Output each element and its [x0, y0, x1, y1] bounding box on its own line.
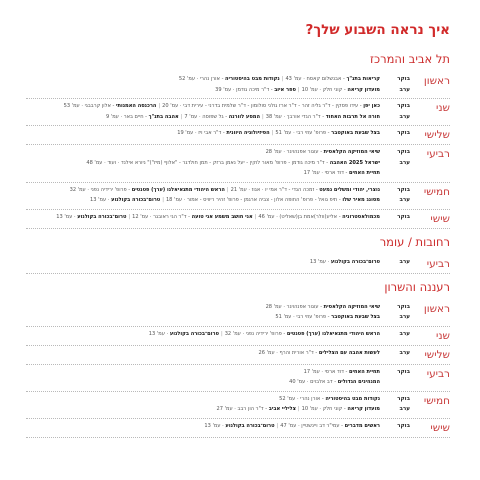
region-section: [26, 52, 450, 229]
day-lines: [26, 128, 410, 139]
event-item[interactable]: [304, 369, 380, 375]
event-name: אני חושב משמע אני טועה: [191, 213, 253, 220]
time-slot-label: ערב: [399, 314, 410, 320]
event-name: המסע לוורנה: [228, 113, 260, 120]
event-detail: - אלון קרבבגי · עמ' 53: [63, 103, 116, 109]
event-item[interactable]: [285, 76, 380, 82]
event-detail: - ד"ר הון רבב · עמ' 27: [216, 406, 269, 412]
day-name: רביעי: [426, 257, 450, 270]
events-list: [26, 85, 380, 96]
events-list: [26, 147, 380, 158]
event-item[interactable]: [266, 304, 380, 310]
day-name: חמישי: [423, 185, 450, 198]
event-item[interactable]: [177, 130, 269, 136]
event-detail: · עמ' 13: [148, 330, 170, 337]
event-separator: |: [162, 197, 164, 203]
events-list: [26, 377, 380, 388]
event-item[interactable]: [275, 130, 380, 136]
time-slot-line: [26, 329, 410, 340]
events-list: [26, 112, 380, 123]
time-slot-line: [26, 168, 410, 179]
day-lines: [26, 421, 410, 432]
event-detail: - אורן נהרי · עמ' 52: [279, 395, 326, 402]
event-detail: - אורן נהרי · עמ' 52: [178, 76, 226, 82]
event-name: תחיית האחים: [349, 170, 380, 176]
day-lines: [26, 302, 410, 323]
region-section: [26, 280, 450, 438]
event-item[interactable]: [56, 214, 126, 220]
time-slot-line: [26, 367, 410, 378]
event-detail: - ד"ר מיכה גודמן - פרופ' מאור לוקין - יעל נאמן ברזק - תמן חולדגר - "אלוף (מיל')" ניורא אילנד · ועוד · עמ' 48: [86, 159, 330, 166]
event-detail: - ד"ר אבי ויז · עמ' 19: [177, 130, 227, 136]
time-slot-line: [26, 394, 410, 405]
day-row: [26, 365, 450, 392]
event-item[interactable]: [279, 396, 380, 402]
event-item[interactable]: [280, 423, 380, 429]
event-detail: - גל שפוסה · עמ' 7: [184, 113, 229, 120]
event-item[interactable]: [302, 406, 380, 412]
time-slot-label: בוקר: [397, 103, 410, 109]
events-list: [26, 128, 380, 139]
events-list: [26, 195, 380, 206]
day-row: [26, 392, 450, 419]
event-name: טרום־בכורה בקולנוע: [169, 330, 219, 337]
day-row: [26, 255, 450, 274]
time-slot-line: [26, 158, 410, 169]
events-list: [26, 394, 380, 405]
time-slot-label: ערב: [399, 159, 410, 166]
day-lines: [26, 147, 410, 179]
day-row: [26, 210, 450, 229]
event-detail: - חיים באר · עמ' 9: [105, 113, 149, 120]
day-name: שלישי: [424, 129, 450, 141]
event-item[interactable]: [266, 149, 380, 155]
event-item[interactable]: [275, 314, 380, 320]
time-slot-label: בוקר: [397, 213, 410, 220]
event-item[interactable]: [304, 170, 380, 176]
event-separator: |: [281, 76, 284, 82]
event-detail: - פרופ' ירידיה נפני · עמ' 32: [69, 186, 132, 193]
sections-container: [26, 52, 450, 438]
time-slot-line: [26, 195, 410, 206]
day-lines: [26, 394, 410, 415]
event-separator: |: [297, 406, 300, 412]
time-slot-line: [26, 312, 410, 323]
event-name: הראש היהודי מתגאיאלנו (ערך) פטנטים: [286, 330, 380, 337]
event-detail: - עמי"ר דב ויינשטיין · עמ' 47: [280, 422, 345, 429]
time-slot-label: בוקר: [397, 395, 410, 402]
day-name: שני: [436, 329, 450, 342]
time-slot-line: [26, 128, 410, 139]
day-row: [26, 327, 450, 346]
page-title: איך נראה השבוע שלך?: [305, 22, 450, 38]
event-detail: - זמכה הגדי - ד"ר אמי יו · אגוז · עמ' 21: [230, 186, 320, 193]
event-detail: - דוד ארסי · עמ' 17: [303, 368, 349, 375]
event-separator: |: [254, 213, 257, 220]
event-name: המנהיגים הגדולים: [337, 379, 380, 385]
event-name: חורה אל תרבות האחוד: [325, 113, 380, 120]
day-name: רביעי: [426, 367, 450, 380]
day-row: [26, 72, 450, 99]
day-row: [26, 126, 450, 145]
event-item[interactable]: [204, 423, 274, 429]
event-name: הפיזיולוגיה היוונית: [226, 130, 270, 136]
event-detail: - ד"ר הגדי אורבך · עמ' 38: [265, 113, 326, 120]
event-separator: |: [276, 422, 279, 429]
events-list: [26, 74, 380, 85]
event-item[interactable]: [132, 214, 253, 220]
day-row: [26, 183, 450, 210]
event-separator: |: [128, 213, 131, 220]
event-detail: - דוד ארסי · עמ' 17: [303, 170, 349, 176]
day-lines: [26, 185, 410, 206]
time-slot-line: [26, 101, 410, 112]
event-separator: |: [220, 330, 223, 337]
event-name: טרום־בכורה בקולנוע: [77, 213, 127, 220]
event-name: מועדון קריאה: [347, 86, 380, 93]
day-row: [26, 419, 450, 438]
day-lines: [26, 367, 410, 388]
region-title: רעננה והשרון: [384, 279, 450, 294]
time-slot-label: בוקר: [397, 76, 410, 82]
event-name: ישראל 2025 האהבה: [329, 159, 380, 166]
day-name: ראשון: [423, 302, 450, 315]
time-slot-label: ערב: [399, 258, 410, 265]
event-name: טרום־בכורה בקולנוע: [330, 258, 380, 265]
event-name: הרכנסה האמנותי: [116, 103, 157, 109]
time-slot-line: [26, 377, 410, 388]
events-list: [26, 367, 380, 378]
time-slot-label: ערב: [399, 86, 410, 93]
time-slot-label: בוקר: [397, 303, 410, 310]
event-detail: - פרופ' עוזי רבי · עמ' 51: [275, 130, 332, 136]
event-item[interactable]: [90, 197, 160, 203]
event-detail: · עמ' 13: [56, 213, 78, 220]
time-slot-line: [26, 302, 410, 313]
event-item[interactable]: [179, 76, 280, 82]
region-title: תל אביב והמרכז: [370, 52, 450, 66]
day-name: ראשון: [423, 75, 450, 87]
day-lines: [26, 101, 410, 122]
event-name: נקודות מבט בהיסטוריה: [325, 395, 380, 402]
time-slot-label: בוקר: [397, 186, 410, 193]
events-list: [26, 348, 380, 359]
day-name: שני: [436, 102, 450, 114]
event-separator: |: [297, 86, 300, 93]
events-list: [26, 257, 380, 268]
event-name: טרום־בכורה בקולנוע: [225, 422, 275, 429]
event-name: בצל שבעת באוקטבר: [331, 130, 380, 136]
events-list: [26, 168, 380, 179]
event-detail: - קוני חלק · עמ' 10: [301, 406, 348, 412]
day-row: [26, 145, 450, 183]
events-list: [26, 404, 380, 415]
events-list: [26, 185, 380, 196]
events-list: [26, 312, 380, 323]
event-name: שיאי המוזיקה הקלאסית: [323, 149, 380, 155]
event-name: שיאי המוזיקה הקלאסית: [323, 303, 380, 310]
event-name: נקודות מבט בהיסטוריה: [225, 76, 280, 82]
event-detail: · עמ' 13: [90, 197, 112, 203]
day-name: שישי: [430, 421, 450, 434]
event-item[interactable]: [215, 87, 296, 93]
time-slot-line: [26, 421, 410, 432]
event-separator: |: [261, 113, 264, 120]
event-item[interactable]: [266, 114, 380, 120]
time-slot-label: ערב: [399, 113, 410, 120]
time-slot-line: [26, 147, 410, 158]
time-slot-line: [26, 85, 410, 96]
event-item[interactable]: [225, 331, 380, 337]
event-name: מכמולאסטרוניה: [342, 213, 380, 220]
region-section: [26, 235, 450, 274]
event-name: אהבה בתנ"ך: [148, 113, 179, 120]
event-detail: - עוגור אפנהויגר · עמ' 28: [265, 149, 324, 155]
time-slot-label: בוקר: [397, 422, 410, 429]
event-item[interactable]: [86, 160, 380, 166]
event-name: נוצרי, יהודי ומשלים נמעט: [319, 186, 380, 193]
time-slot-line: [26, 185, 410, 196]
day-name: שלישי: [424, 348, 450, 361]
event-item[interactable]: [162, 103, 380, 109]
event-detail: - קוני חלק · עמ' 10: [301, 86, 348, 93]
day-name: שישי: [430, 212, 450, 225]
event-name: כאן יפן: [363, 103, 380, 109]
day-lines: [26, 257, 410, 268]
events-list: [26, 101, 380, 112]
event-name: טרום־בכורה בקולנוע: [111, 197, 161, 203]
event-item[interactable]: [302, 87, 380, 93]
event-detail: · עמ' 13: [309, 258, 331, 265]
event-item[interactable]: [217, 406, 296, 412]
event-name: בצל שבעת באוקטבר: [331, 314, 380, 320]
event-item[interactable]: [70, 187, 225, 193]
events-list: [26, 421, 380, 432]
event-name: קריאות בתנ"ך: [346, 76, 380, 82]
time-slot-label: ערב: [399, 349, 410, 356]
events-list: [26, 302, 380, 313]
day-name: רביעי: [426, 148, 450, 160]
event-item[interactable]: [106, 114, 179, 120]
event-detail: - עידו פסקין - ד"ר גליה זהר - ד"ר ארז גולני סולומון - ד"ר שלמית בדרני - עירית דבי · עמ' 20: [162, 103, 364, 109]
event-detail: - ד"ר אורית והרף · עמ' 26: [258, 349, 319, 356]
time-slot-label: ערב: [399, 406, 410, 412]
event-detail: - עוגור אפנהויגר · עמ' 28: [265, 303, 324, 310]
event-detail: - ד"ר מיכה גודמן · עמ' 39: [215, 86, 275, 93]
event-name: לעשות אהבה עם הצלילים: [318, 349, 380, 356]
event-detail: - תיפ גואל - פרופ' החופה אלון - צביה ארגמן - פרופ' זהיר ריוויס - אמור · עמ' 18: [165, 197, 343, 203]
event-detail: - דב אלבוים · עמ' 40: [289, 379, 338, 385]
time-slot-label: בוקר: [397, 368, 410, 375]
day-row: [26, 346, 450, 365]
day-lines: [26, 348, 410, 359]
time-slot-line: [26, 112, 410, 123]
event-item[interactable]: [258, 350, 380, 356]
event-item[interactable]: [231, 187, 380, 193]
event-item[interactable]: [166, 197, 380, 203]
event-name: ראשים מדברים: [344, 422, 380, 429]
event-detail: - ד"ר הגי ראובגר · עמ' 12: [132, 213, 192, 220]
event-detail: - אליע(וולר)אמת בן(שאליט) · עמ' 46: [258, 213, 343, 220]
event-name: מסונג מאיר שלו: [342, 197, 380, 203]
events-list: [26, 329, 380, 340]
event-detail: · עמ' 13: [204, 422, 226, 429]
event-name: ספר איוב: [274, 86, 296, 93]
event-detail: - פרופ' ירידיה נפני · עמ' 32: [224, 330, 287, 337]
time-slot-line: [26, 257, 410, 268]
event-item[interactable]: [149, 331, 219, 337]
time-slot-line: [26, 348, 410, 359]
event-item[interactable]: [64, 103, 157, 109]
events-list: [26, 212, 380, 223]
event-name: הראש היהודי מתגאיאלנו (ערך) פטנטים: [131, 186, 225, 193]
time-slot-label: ערב: [399, 330, 410, 337]
day-row: [26, 99, 450, 126]
event-separator: |: [271, 130, 274, 136]
event-item[interactable]: [184, 114, 260, 120]
events-list: [26, 158, 380, 169]
event-separator: |: [180, 113, 183, 120]
day-lines: [26, 212, 410, 223]
event-item[interactable]: [258, 214, 380, 220]
event-item[interactable]: [310, 259, 380, 265]
day-name: חמישי: [423, 394, 450, 407]
region-title: רחובות / עומר: [379, 234, 450, 249]
time-slot-label: ערב: [399, 197, 410, 203]
event-name: מועדון קריאה: [347, 406, 380, 412]
event-detail: - פרופ' עוזי רבי · עמ' 51: [275, 314, 332, 320]
event-separator: |: [226, 186, 229, 193]
time-slot-line: [26, 404, 410, 415]
event-item[interactable]: [289, 379, 380, 385]
time-slot-line: [26, 74, 410, 85]
time-slot-label: בוקר: [397, 149, 410, 155]
time-slot-label: בוקר: [397, 130, 410, 136]
event-detail: - אבנשלום קאסח · עמ' 43: [285, 76, 347, 82]
event-name: תחיית האחים: [349, 368, 380, 375]
day-lines: [26, 74, 410, 95]
day-row: [26, 300, 450, 327]
day-lines: [26, 329, 410, 340]
event-separator: |: [158, 103, 161, 109]
time-slot-line: [26, 212, 410, 223]
event-name: צליליי אביב: [268, 406, 296, 412]
